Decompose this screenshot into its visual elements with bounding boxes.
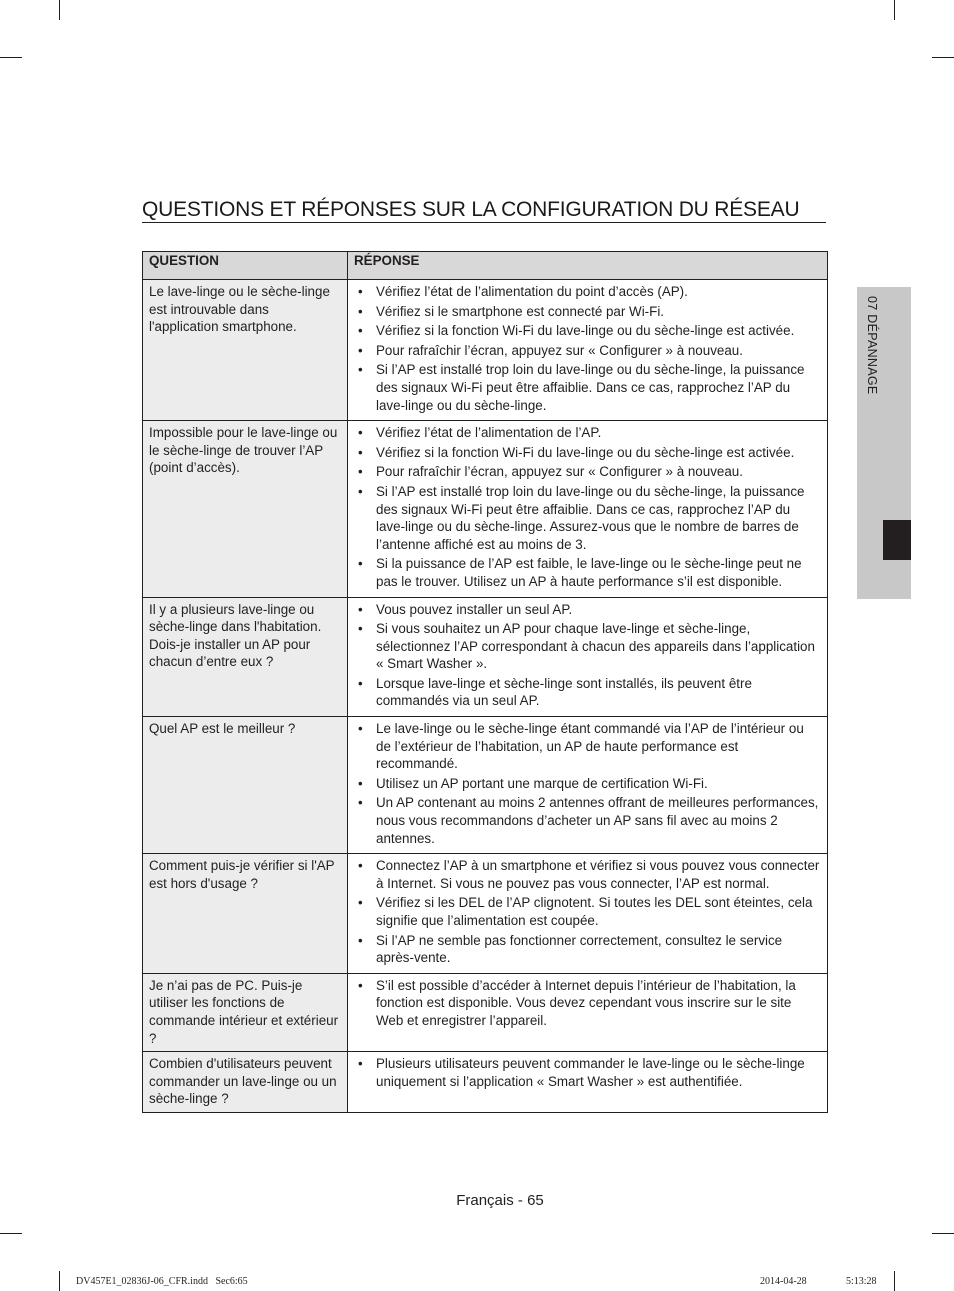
question-cell: Il y a plusieurs lave-linge ou sèche-linge dans l'habitation. Dois-je installer un AP pour chacun d’entre eux ? bbox=[143, 597, 348, 717]
print-slug-date: 2014-04-28 bbox=[760, 1276, 807, 1287]
table-row bbox=[143, 280, 828, 421]
qa-table bbox=[142, 251, 828, 1113]
answer-item: • Vérifiez si la fonction Wi-Fi du lave-linge ou du sèche-linge est activée. bbox=[354, 444, 821, 462]
table-row bbox=[143, 854, 828, 974]
page-number: Français - 65 bbox=[456, 1192, 544, 1209]
answer-item: • Pour rafraîchir l’écran, appuyez sur « Configurer » à nouveau. bbox=[354, 342, 821, 360]
print-slug-file: DV457E1_02836J-06_CFR.indd Sec6:65 bbox=[76, 1276, 248, 1287]
question-cell: Comment puis-je vérifier si l'AP est hors d'usage ? bbox=[143, 854, 348, 974]
crop-mark bbox=[0, 1233, 22, 1234]
answer-item: • Si l’AP ne semble pas fonctionner correctement, consultez le service après-vente. bbox=[354, 932, 821, 967]
table-row bbox=[143, 597, 828, 717]
answer-cell bbox=[348, 280, 828, 421]
table-row bbox=[143, 1052, 828, 1113]
answer-item: • Connectez l’AP à un smartphone et vérifiez si vous pouvez vous connecter à Internet. Si vous ne pouvez pas vous connecter, l’AP est normal. bbox=[354, 857, 821, 892]
answer-cell bbox=[348, 421, 828, 597]
answer-cell bbox=[348, 973, 828, 1051]
answer-item: • Vérifiez l’état de l’alimentation du point d’accès (AP). bbox=[354, 283, 821, 301]
answer-item: • Si l’AP est installé trop loin du lave-linge ou du sèche-linge, la puissance des signaux Wi-Fi peut être affaiblie. Dans ce cas, rapprochez l’AP du lave-linge ou du sèche-linge. bbox=[354, 361, 821, 414]
answer-item: • Si la puissance de l’AP est faible, le lave-linge ou le sèche-linge peut ne pas le trouver. Utilisez un AP à haute performance s’il est disponible. bbox=[354, 555, 821, 590]
answer-item: • Si vous souhaitez un AP pour chaque lave-linge et sèche-linge, sélectionnez l’AP correspondant à chacun des appareils dans l’application « Smart Washer ». bbox=[354, 620, 821, 673]
answer-item: • Pour rafraîchir l’écran, appuyez sur « Configurer » à nouveau. bbox=[354, 463, 821, 481]
crop-mark bbox=[0, 57, 22, 58]
answer-item: • Vérifiez si les DEL de l’AP clignotent. Si toutes les DEL sont éteintes, cela signifie que l’alimentation est coupée. bbox=[354, 894, 821, 929]
table-header-row bbox=[143, 252, 828, 280]
crop-mark bbox=[894, 0, 895, 20]
table-row bbox=[143, 973, 828, 1051]
table-row bbox=[143, 421, 828, 597]
print-slug-time: 5:13:28 bbox=[846, 1276, 877, 1287]
answer-cell bbox=[348, 1052, 828, 1113]
question-cell: Je n’ai pas de PC. Puis-je utiliser les fonctions de commande intérieur et extérieur ? bbox=[143, 973, 348, 1051]
question-cell: Combien d'utilisateurs peuvent commander un lave-linge ou un sèche-linge ? bbox=[143, 1052, 348, 1113]
question-cell: Le lave-linge ou le sèche-linge est introuvable dans l'application smartphone. bbox=[143, 280, 348, 421]
crop-mark bbox=[59, 1271, 60, 1291]
answer-item: • Vérifiez si la fonction Wi-Fi du lave-linge ou du sèche-linge est activée. bbox=[354, 322, 821, 340]
question-column-header: QUESTION bbox=[143, 252, 348, 280]
crop-mark bbox=[894, 1271, 895, 1291]
answer-item: • Utilisez un AP portant une marque de certification Wi-Fi. bbox=[354, 775, 821, 793]
answer-item: • Un AP contenant au moins 2 antennes offrant de meilleures performances, nous vous recommandons d’acheter un AP sans fil avec au moins 2 antennes. bbox=[354, 794, 821, 847]
answer-item: • Vous pouvez installer un seul AP. bbox=[354, 601, 821, 619]
answer-item: • Vérifiez si le smartphone est connecté par Wi-Fi. bbox=[354, 303, 821, 321]
title-underline bbox=[142, 222, 826, 223]
chapter-marker bbox=[883, 520, 911, 560]
crop-mark bbox=[932, 1233, 954, 1234]
answer-item: • Si l’AP est installé trop loin du lave-linge ou du sèche-linge, la puissance des signaux Wi-Fi peut être affaiblie. Dans ce cas, rapprochez l’AP du lave-linge ou du sèche-linge. Assurez-vous que le nombre de barres de l’antenne affiché est au moins de 3. bbox=[354, 483, 821, 553]
question-cell: Quel AP est le meilleur ? bbox=[143, 717, 348, 854]
answer-item: • Plusieurs utilisateurs peuvent commander le lave-linge ou le sèche-linge uniquement si l’application « Smart Washer » est authentifiée. bbox=[354, 1055, 821, 1090]
crop-mark bbox=[932, 57, 954, 58]
answer-cell bbox=[348, 854, 828, 974]
question-cell: Impossible pour le lave-linge ou le sèche-linge de trouver l’AP (point d’accès). bbox=[143, 421, 348, 597]
answer-cell bbox=[348, 717, 828, 854]
table-row bbox=[143, 717, 828, 854]
crop-mark bbox=[59, 0, 60, 20]
answer-item: • Le lave-linge ou le sèche-linge étant commandé via l’AP de l’intérieur ou de l’extérieur de l’habitation, un AP de haute performance est recommandé. bbox=[354, 720, 821, 773]
section-title: QUESTIONS ET RÉPONSES SUR LA CONFIGURATION DU RÉSEAU bbox=[142, 198, 800, 221]
answer-item: • S’il est possible d’accéder à Internet depuis l’intérieur de l’habitation, la fonction est disponible. Vous devez cependant vous inscrire sur le site Web et enregistrer l’appareil. bbox=[354, 977, 821, 1030]
answer-item: • Lorsque lave-linge et sèche-linge sont installés, ils peuvent être commandés via un seul AP. bbox=[354, 675, 821, 710]
answer-item: • Vérifiez l’état de l’alimentation de l’AP. bbox=[354, 424, 821, 442]
answer-column-header: RÉPONSE bbox=[348, 252, 828, 280]
chapter-label: 07 DÉPANNAGE bbox=[865, 296, 879, 395]
answer-cell bbox=[348, 597, 828, 717]
